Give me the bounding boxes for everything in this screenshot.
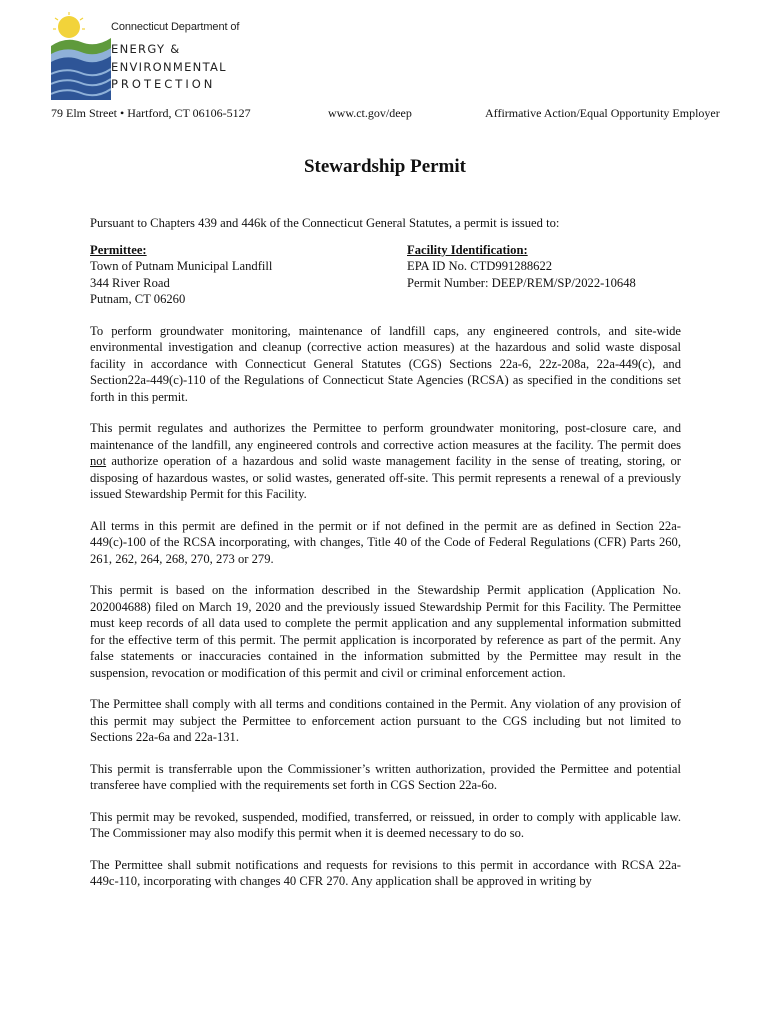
agency-name-line-1: ENERGY & [111,42,181,56]
body-paragraph: The Permittee shall comply with all terms and conditions contained in the Permit. Any violation of any provision of this permit may subject the Permittee to enforcement action pursuant to the CGS including but not limited to Sections 22a-6a and 22a-131. [90,697,681,744]
agency-name-line-2: ENVIRONMENTAL [111,60,227,74]
employer-statement: Affirmative Action/Equal Opportunity Employer [485,106,720,120]
body-paragraph [90,420,681,503]
agency-department-name: Connecticut Department of [111,21,240,33]
body-paragraph: This permit is based on the information described in the Stewardship Permit application (Application No. 202004688) filed on March 19, 2020 and the previously issued Stewardship Permit for this Facility. The Permittee must keep records of all data used to complete the permit application and any supplemental information submitted for the effective term of this permit. The permit application is incorporated by reference as part of the permit. Any false statements or inaccuracies contained in the information submitted by the Permittee may result in the suspension, revocation or modification of this permit and civil or criminal enforcement action. [90,583,681,680]
permittee-street: 344 River Road [90,275,170,290]
epa-id: EPA ID No. CTD991288622 [407,259,553,273]
facility-heading: Facility Identification: [407,242,528,257]
body-paragraph: To perform groundwater monitoring, maintenance of landfill caps, any engineered controls, and site-wide environmental investigation and cleanup (corrective action measures) at the hazardous and solid waste disposal facility in accordance with Connecticut General Statutes (CGS) Sections 22a-6, 22z-208a, 22a-449(c), and Section22a-449(c)-110 of the Regulations of Connecticut State Agencies (RCSA) as specified in the conditions set forth in this permit. [90,323,681,404]
body-paragraph: The Permittee shall submit notifications and requests for revisions to this permit in accordance with RCSA 22a-449c-110, incorporating with changes 40 CFR 270. Any application shall be approved in writing by [90,857,681,888]
paragraph-text: authorize operation of a hazardous and solid waste management facility in the sense of treating, storing, or disposing of hazardous wastes, or solid wastes, generated off-site. This permit represents a renewal of a previously issued Stewardship Permit for this Facility. [90,454,681,501]
body-paragraph: This permit is transferrable upon the Commissioner’s written authorization, provided the Permittee and potential transferee have complied with the requirements set forth in CGS Section 22a-6o. [90,761,681,792]
permit-body [90,215,681,905]
intro-paragraph: Pursuant to Chapters 439 and 446k of the Connecticut General Statutes, a permit is issued to: [90,216,560,230]
permittee-name: Town of Putnam Municipal Landfill [90,259,273,273]
permittee-city: Putnam, CT 06260 [90,292,186,306]
street-address: 79 Elm Street • Hartford, CT 06106-5127 [51,106,251,120]
emphasis-not: not [90,454,107,468]
body-paragraph: All terms in this permit are defined in the permit or if not defined in the permit are as defined in Section 22a-449(c)-100 of the RCSA incorporating, with changes, Title 40 of the Code of Federal Regulations (CFR) Parts 260, 261, 262, 264, 268, 270, 273 or 279. [90,518,681,566]
paragraph-text: This permit regulates and authorizes the Permittee to perform groundwater monitoring, post-closure care, and maintenance of the landfill, any engineered controls and corrective action measures at the facility. The permit does [90,421,681,452]
deep-logo [51,12,241,100]
facility-block [407,242,681,308]
permittee-block [90,242,407,308]
page-title: Stewardship Permit [303,156,466,177]
permit-number: Permit Number: DEEP/REM/SP/2022-10648 [407,275,636,290]
body-paragraph: This permit may be revoked, suspended, modified, transferred, or reissued, in order to comply with applicable law. The Commissioner may also modify this permit when it is deemed necessary to do so. [90,809,681,840]
agency-name-line-3: PROTECTION [111,77,216,91]
permittee-heading: Permittee: [90,242,147,257]
deep-emblem-icon [51,12,111,100]
party-info [90,242,681,308]
website-link[interactable]: www.ct.gov/deep [328,106,412,120]
